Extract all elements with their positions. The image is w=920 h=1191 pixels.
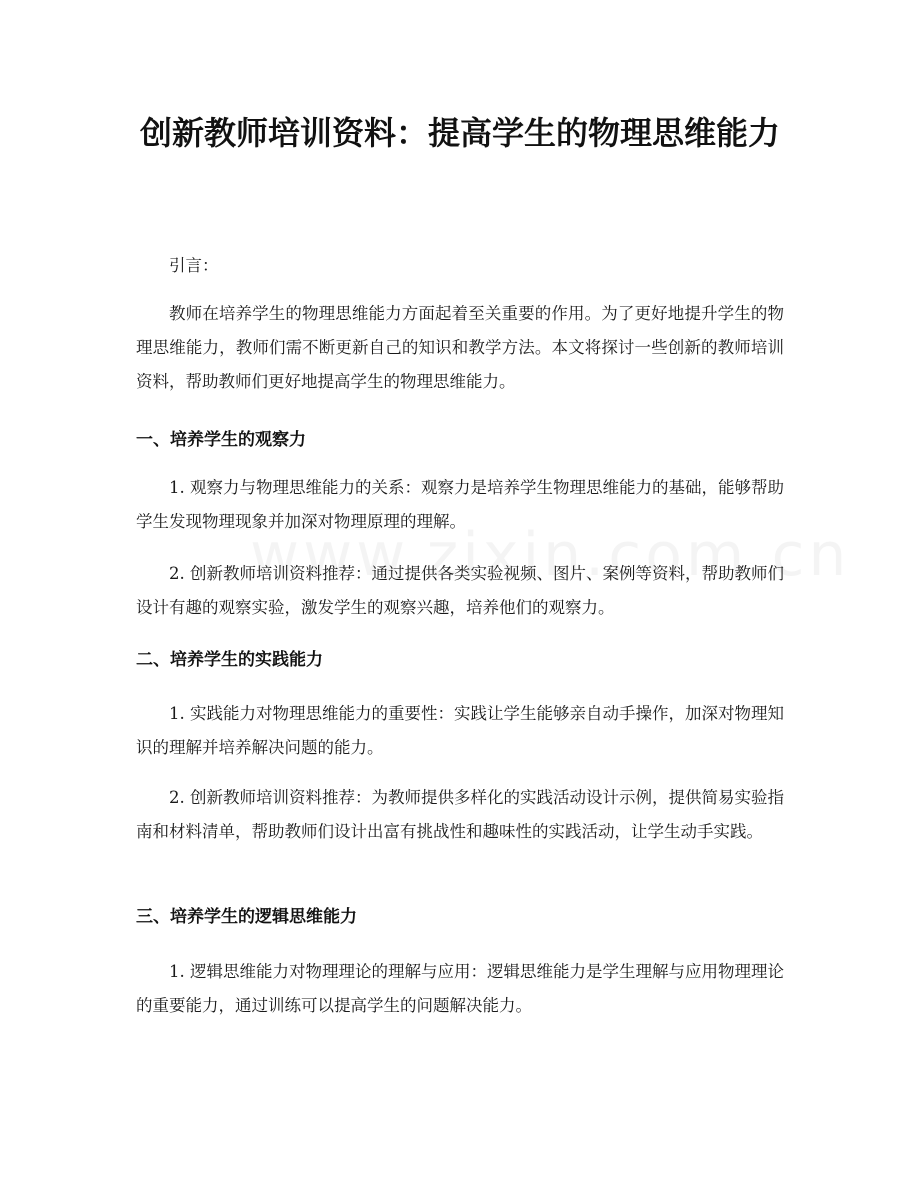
section-3-item-1: 1. 逻辑思维能力对物理理论的理解与应用：逻辑思维能力是学生理解与应用物理理论的重要能力，通过训练可以提高学生的问题解决能力。 <box>136 962 784 1015</box>
document-title: 创新教师培训资料：提高学生的物理思维能力 <box>139 114 780 152</box>
section-1-item-2: 2. 创新教师培训资料推荐：通过提供各类实验视频、图片、案例等资料，帮助教师们设计有趣的观察实验，激发学生的观察兴趣，培养他们的观察力。 <box>136 564 784 617</box>
intro-paragraph: 教师在培养学生的物理思维能力方面起着至关重要的作用。为了更好地提升学生的物理思维能力，教师们需不断更新自己的知识和教学方法。本文将探讨一些创新的教师培训资料，帮助教师们更好地提高学生的物理思维能力。 <box>136 304 784 391</box>
section-2-heading: 二、培养学生的实践能力 <box>136 650 323 670</box>
section-2-item-2: 2. 创新教师培训资料推荐：为教师提供多样化的实践活动设计示例，提供简易实验指南和材料清单，帮助教师们设计出富有挑战性和趣味性的实践活动，让学生动手实践。 <box>136 788 784 841</box>
intro-label: 引言： <box>169 256 219 275</box>
section-3-heading: 三、培养学生的逻辑思维能力 <box>136 907 357 927</box>
section-1-item-1: 1. 观察力与物理思维能力的关系：观察力是培养学生物理思维能力的基础，能够帮助学生发现物理现象并加深对物理原理的理解。 <box>136 478 784 531</box>
section-1-heading: 一、培养学生的观察力 <box>136 430 306 450</box>
section-2-item-1: 1. 实践能力对物理思维能力的重要性：实践让学生能够亲自动手操作，加深对物理知识的理解并培养解决问题的能力。 <box>136 704 784 757</box>
